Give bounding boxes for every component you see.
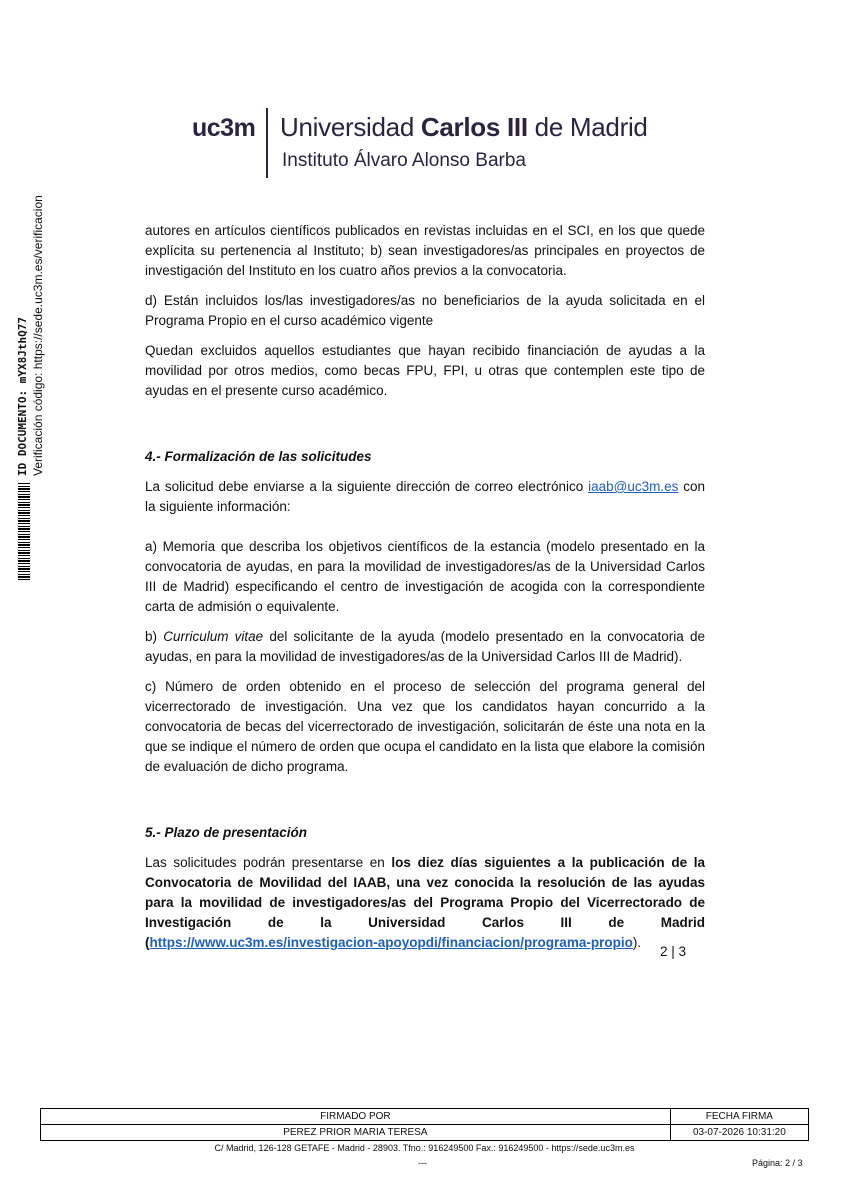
document-body [145, 221, 705, 953]
signature-date: 03-07-2026 10:31:20 [670, 1125, 808, 1141]
paragraph-deadline: Las solicitudes podrán presentarse en los diez días siguientes a la publicación de la Convocatoria de Movilidad del IAAB, una vez conocida la resolución de las ayudas para la movilidad de investigadores/as del Programa Propio del Vicerrectorado de Investigación de la Universidad Carlos III de Madrid (https://www.uc3m.es/investigacion-apoyopdi/financiacion/programa-propio). [145, 855, 705, 950]
barcode-icon [18, 482, 30, 580]
logo-institute-name: Instituto Álvaro Alonso Barba [282, 150, 526, 171]
signature-date-label: FECHA FIRMA [670, 1109, 808, 1125]
email-link[interactable]: iaab@uc3m.es [588, 479, 679, 494]
logo-uc3m: uc3m [192, 114, 256, 142]
verification-code: Verificación código: https://sede.uc3m.es/verificacion [31, 195, 45, 476]
logo-university-name: Universidad Carlos III de Madrid [280, 112, 648, 142]
paragraph-a: a) Memoria que describa los objetivos científicos de la estancia (modelo presentado en la convocatoria de ayudas, en para la movilidad de investigadores/as de la Universidad Carlos III de Madrid) especificando el centro de investigación de acogida con la correspondiente carta de admisión o equivalente. [145, 539, 705, 614]
section-5-heading: 5.- Plazo de presentación [145, 825, 308, 840]
paragraph-excluded: Quedan excluidos aquellos estudiantes que hayan recibido financiación de ayudas a la movilidad por otros medios, como becas FPU, FPI, u otras que contemplen este tipo de ayudas en el presente curso académico. [145, 343, 705, 398]
footer-page: Página: 2 / 3 [752, 1158, 803, 1168]
paragraph-request: La solicitud debe enviarse a la siguiente dirección de correo electrónico iaab@uc3m.es con la siguiente información: [145, 479, 705, 514]
logo-divider [266, 108, 268, 178]
signer-name: PEREZ PRIOR MARIA TERESA [41, 1125, 671, 1141]
paragraph-c: c) Número de orden obtenido en el proceso de selección del programa general del vicerrectorado de investigación. Una vez que los candidatos hayan concurrido a la convocatoria de becas del vicerrectorado de investigación, solicitarán de éste una nota en la que se indique el número de orden que ocupa el candidato en la lista que elabore la comisión de evaluación de dicho programa. [145, 679, 705, 774]
paragraph-d: d) Están incluidos los/las investigadores/as no beneficiarios de la ayuda solicitada en el Programa Propio en el curso académico vigente [145, 293, 705, 328]
page-number: 2 | 3 [660, 944, 687, 959]
signature-table [40, 1108, 809, 1141]
section-4-heading: 4.- Formalización de las solicitudes [145, 449, 372, 464]
signed-by-label: FIRMADO POR [41, 1109, 671, 1125]
document-id: ID DOCUMENTO: mYX8JthQ77 [16, 317, 29, 476]
footer-dashes: --- [418, 1158, 427, 1168]
paragraph-b: b) Curriculum vitae del solicitante de la ayuda (modelo presentado en la convocatoria de ayudas, en para la movilidad de investigadores/as de la Universidad Carlos III de Madrid). [145, 629, 705, 664]
paragraph-authors: autores en artículos científicos publicados en revistas incluidas en el SCI, en los que quede explícita su pertenencia al Instituto; b) sean investigadores/as principales en proyectos de investigación del Instituto en los cuatro años previos a la convocatoria. [145, 223, 705, 278]
footer-address: C/ Madrid, 126-128 GETAFE - Madrid - 28903. Tfno.: 916249500 Fax.: 916249500 - https://sede.uc3m.es [214, 1143, 635, 1153]
programa-propio-link[interactable]: https://www.uc3m.es/investigacion-apoyopdi/financiacion/programa-propio [149, 935, 633, 950]
university-logo [192, 104, 652, 180]
